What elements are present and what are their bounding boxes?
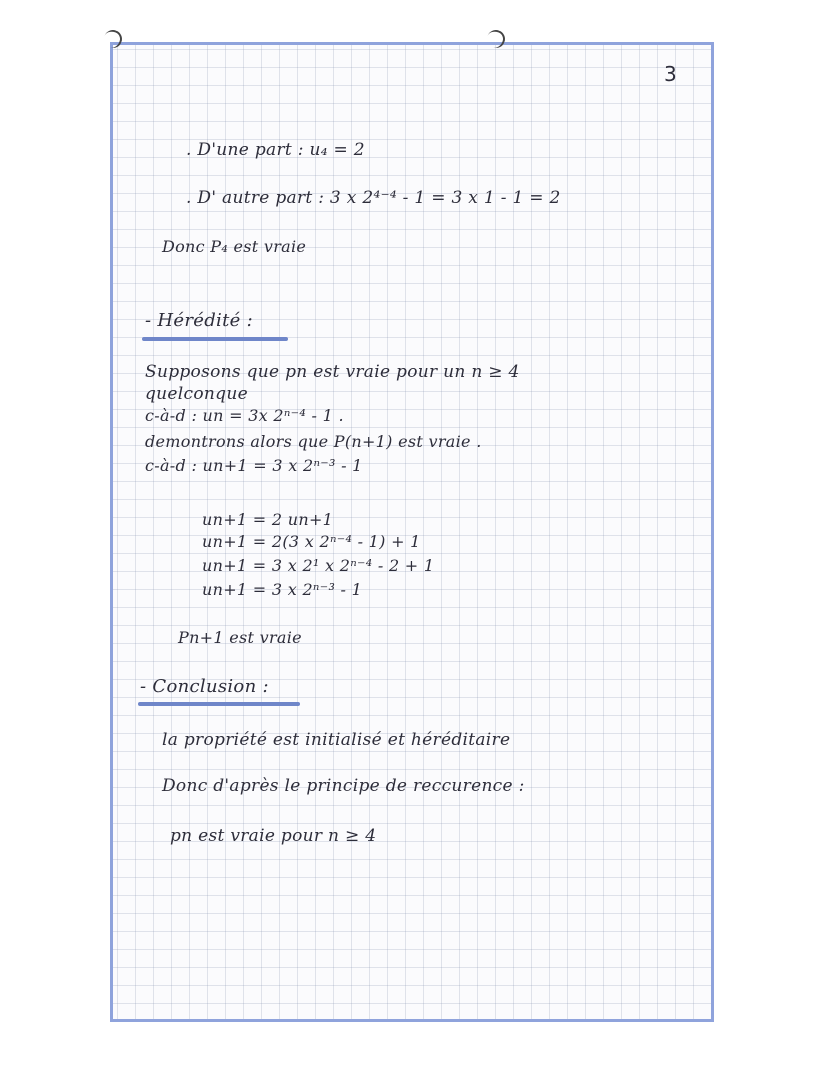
calc-step-2: un+1 = 2(3 x 2ⁿ⁻⁴ - 1) + 1: [202, 532, 421, 551]
heredite-suppose-line: Supposons que pn est vraie pour un n ≥ 4: [145, 362, 520, 382]
calc-step-4: un+1 = 3 x 2ⁿ⁻³ - 1: [202, 580, 363, 599]
conclusion-underline: [138, 702, 300, 706]
conclusion-heading: - Conclusion :: [140, 676, 269, 697]
calc-step-1: un+1 = 2 un+1: [202, 510, 334, 529]
heredite-cad-hypothesis: c-à-d : un = 3x 2ⁿ⁻⁴ - 1 .: [145, 406, 344, 425]
heredite-demontrons: demontrons alors que P(n+1) est vraie .: [145, 432, 482, 451]
init-line-one: . D'une part : u₄ = 2: [186, 140, 365, 160]
heredite-result: Pn+1 est vraie: [178, 628, 302, 647]
page-number: 3: [664, 62, 678, 86]
calc-step-3: un+1 = 3 x 2¹ x 2ⁿ⁻⁴ - 2 + 1: [202, 556, 435, 575]
init-line-two: . D' autre part : 3 x 2⁴⁻⁴ - 1 = 3 x 1 - 1 = 2: [186, 188, 561, 208]
heredite-underline: [142, 337, 288, 341]
conclusion-line-two: Donc d'après le principe de reccurence :: [162, 776, 525, 796]
heredite-cad-goal: c-à-d : un+1 = 3 x 2ⁿ⁻³ - 1: [145, 456, 363, 475]
conclusion-line-one: la propriété est initialisé et héréditaire: [162, 730, 511, 750]
heredite-heading: - Hérédité :: [145, 310, 253, 331]
conclusion-line-three: pn est vraie pour n ≥ 4: [170, 826, 377, 846]
heredite-quelconque: quelconque: [145, 384, 248, 404]
init-conclusion: Donc P₄ est vraie: [162, 237, 307, 256]
